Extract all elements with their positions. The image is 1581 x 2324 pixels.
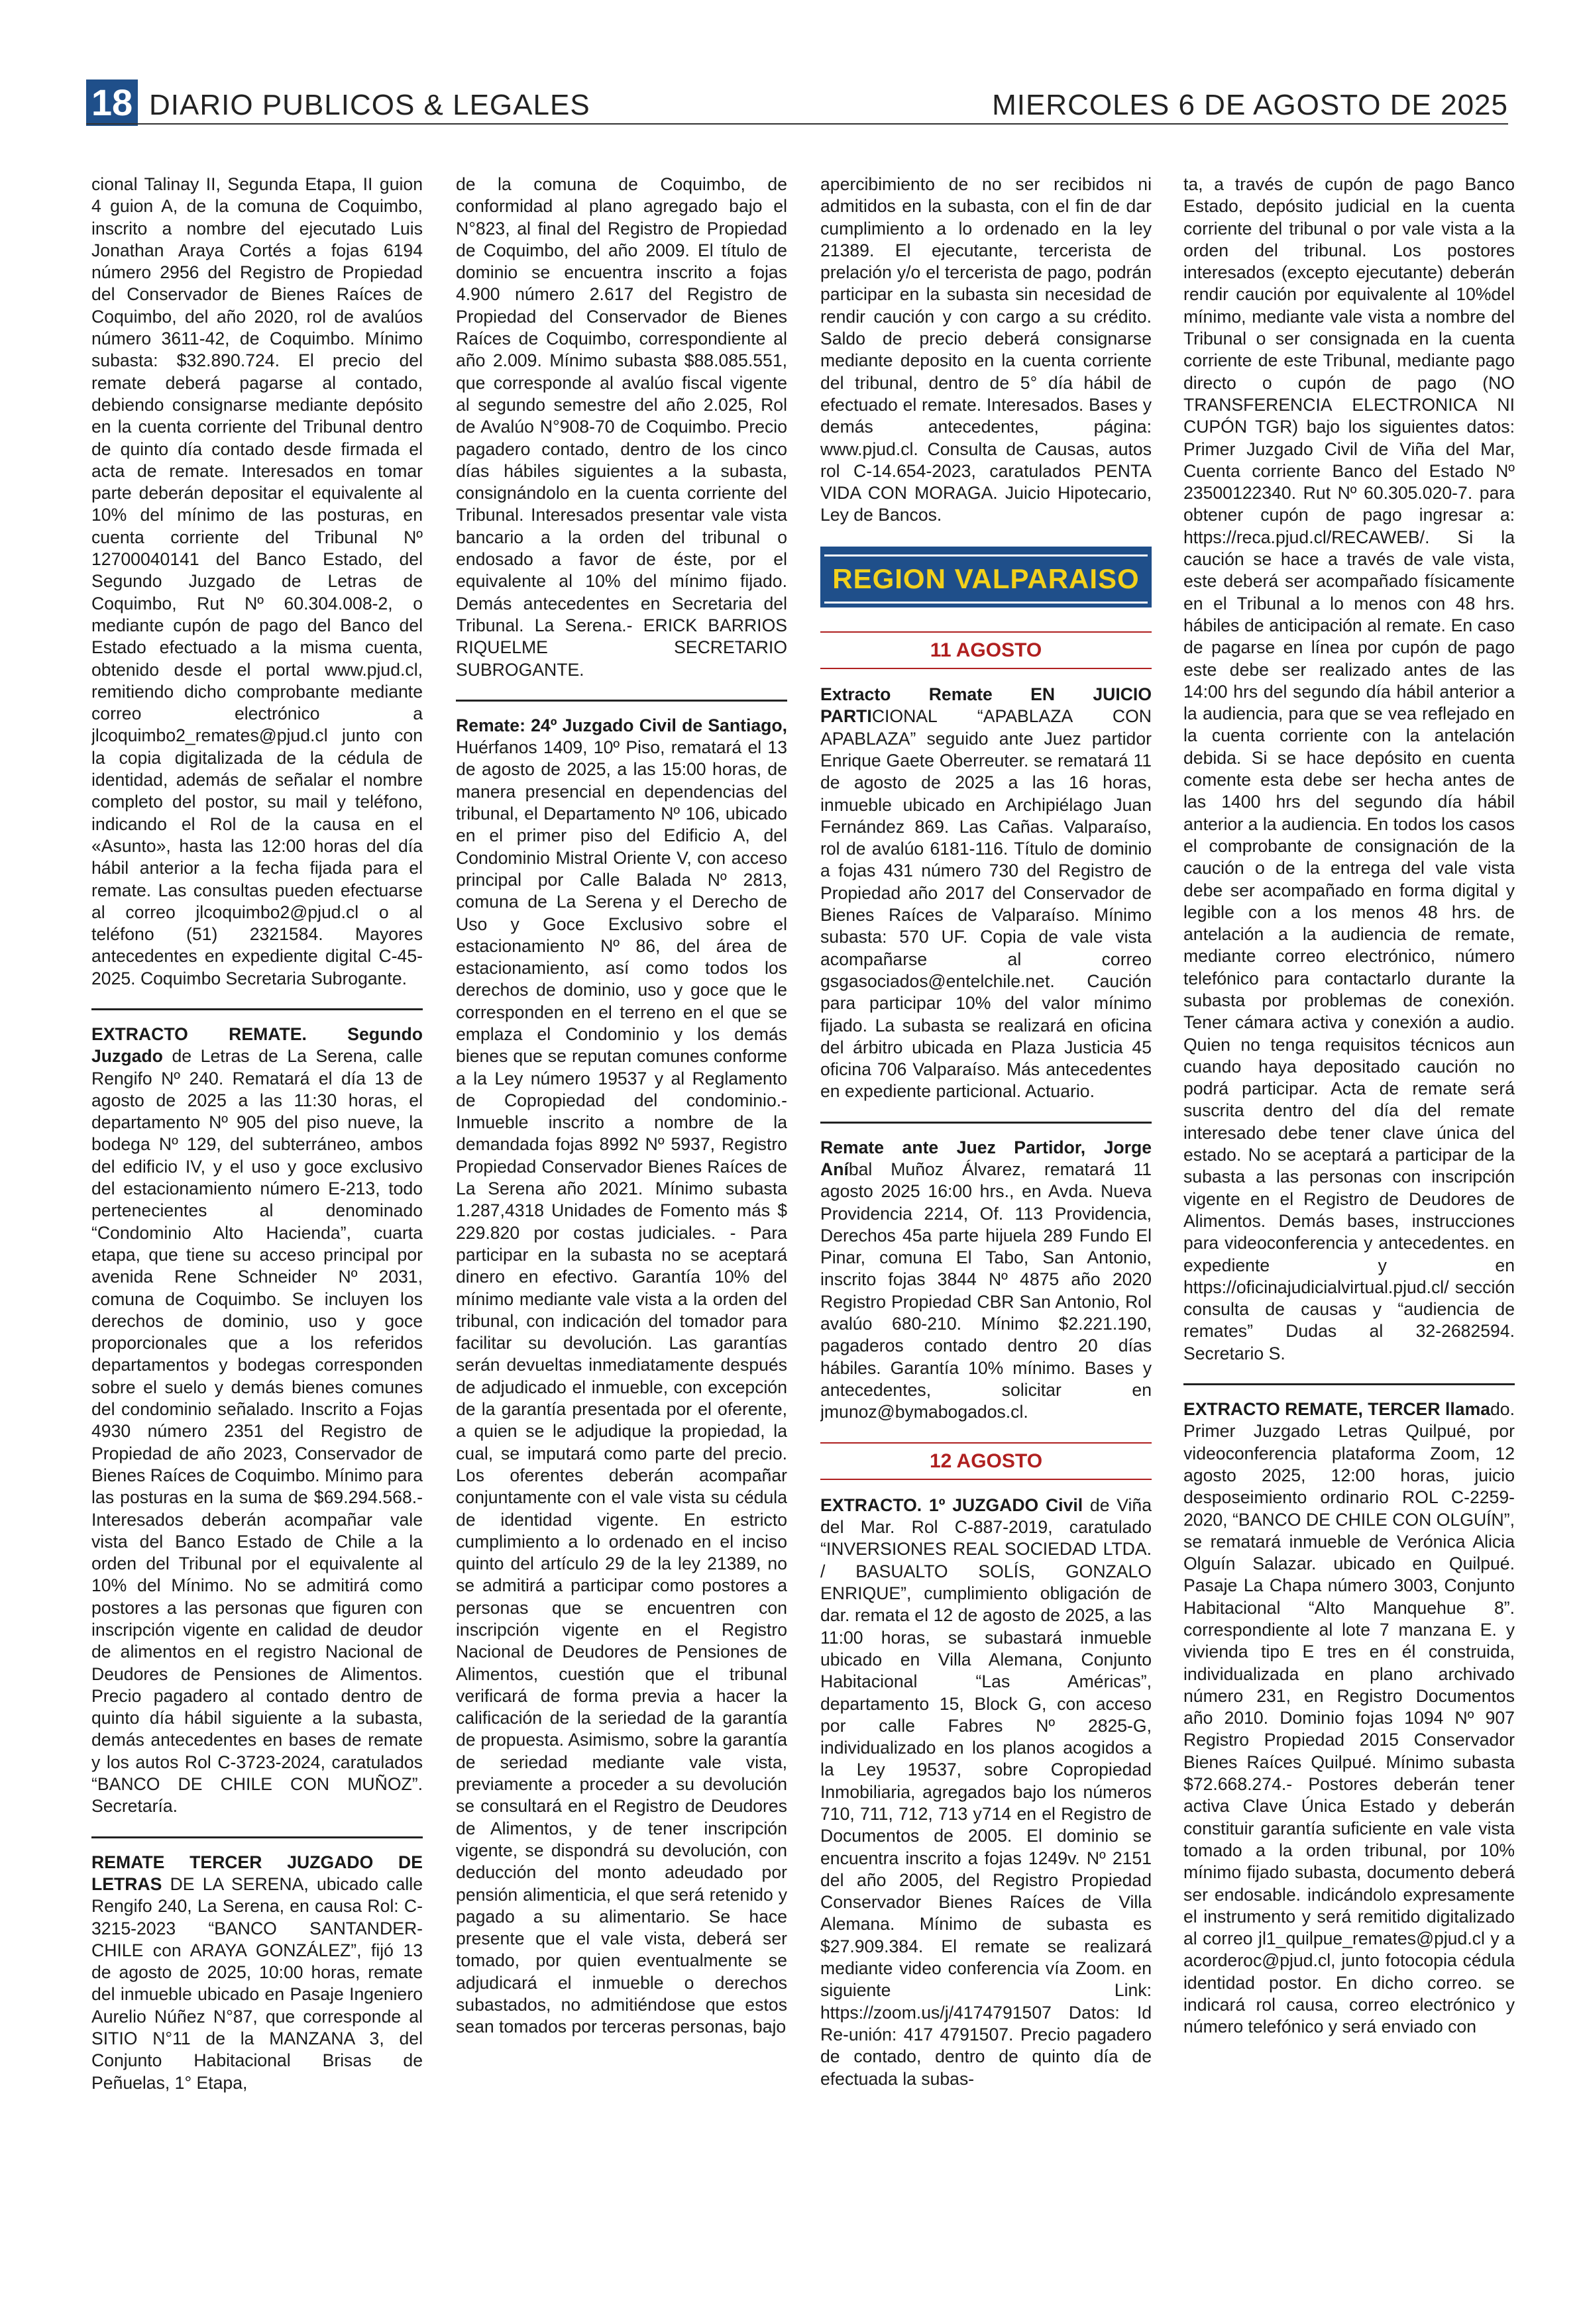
column-3 — [820, 174, 1152, 2294]
notice-separator — [820, 1122, 1152, 1124]
column-4 — [1183, 174, 1515, 2294]
notice-body: de Letras de La Serena, calle Rengifo Nº 240. Rematará el día 13 de agosto de 2025 a las 11:30 horas, el departamento Nº 905 del piso nueve, la bodega Nº 129, del subterráneo, ambos del edificio IV, y el uso y goce exclusivo del estacionamiento número E-213, todo pertenecientes al denominado “Condominio Alto Hacienda”, cuarta etapa, que tiene su acceso principal por avenida Rene Schneider Nº 2031, comuna de Coquimbo. Se incluyen los derechos de dominio, uso y goce proporcionales que a los referidos departamentos y bodegas corresponden sobre el suelo y demás bienes comunes del condominio señalado. Inscrito a Fojas 4930 número 2351 del Registro de Propiedad de año 2023, Conservador de Bienes Raíces de Coquimbo. Mínimo para las posturas en la suma de $69.294.568.- Interesados deberán acompañar vale vista del Banco Estado de Chile a la orden del Tribunal por el equivalente al 10% del Mínimo. No se admitirá como postores a las personas que figuren con inscripción vigente en calidad de deudor de alimentos en el registro Nacional de Deudores de Pensiones de Alimentos. Precio pagadero al contado dentro de quinto día hábil siguiente a la subasta, demás antecedentes en bases de remate y los autos Rol C-3723-2024, caratulados “BANCO DE CHILE CON MUÑOZ”. Secretaría. — [91, 1046, 423, 1817]
notice-separator — [91, 1836, 423, 1838]
page-header — [86, 79, 1508, 126]
notice-body: CIONAL “APABLAZA CON APABLAZA” seguido ante Juez partidor Enrique Gaete Oberreuter. se rematará 11 de agosto de 2025 a las 16 horas, inmueble ubicado en Archipiélago Juan Fernández 869. Las Cañas. Valparaíso, rol de avalúo 6181-116. Título de dominio a fojas 431 número 730 del Registro de Propiedad año 2017 del Conservador de Bienes Raíces de Valparaíso. Mínimo subasta: 570 UF. Copia de vale vista acompañarse al correo gsgasociados@entelchile.net. Caución para participar 10% del valor mínimo fijado. La subasta se realizará en oficina del árbitro ubicada en Plaza Justicia 45 oficina 706 Valparaíso. Más antecedentes en expediente particional. Actuario. — [820, 706, 1152, 1102]
notice-heading: Remate: 24º Juzgado Civil de Santiago, — [456, 715, 787, 735]
notice-body: de Viña del Mar. Rol C-887-2019, caratulado “INVERSIONES REAL SOCIEDAD LTDA. / BASUALTO SOLÍS, GONZALO ENRIQUE”, cumplimiento obligación de dar. remata el 12 de agosto de 2025, a las 11:00 horas, se subastará inmueble ubicado en Villa Alemana, Conjunto Habitacional “Las Américas”, departamento 15, Block G, con acceso por calle Fabres Nº 2825-G, individualizado en los planos acogidos a la Ley 19537, sobre Copropiedad Inmobiliaria, agregados bajo los números 710, 711, 712, 713 y714 en el Registro de Documentos de 2005. El dominio se encuentra inscrito a fojas 1249v. Nº 2151 del año 2005, del Registro Propiedad Conservador Bienes Raíces de Villa Alemana. Mínimo de subasta es $27.909.384. El remate se realizará mediante video conferencia vía Zoom. en siguiente Link: https://zoom.us/j/4174791507 Datos: Id Re-unión: 417 4791507. Precio pagadero de contado, dentro de quinto día de efectuada la subas- — [820, 1495, 1152, 2089]
notice-separator — [456, 700, 787, 702]
column-2 — [456, 174, 787, 2294]
notice-heading: REMATE TERCER JUZGADO DE LETRAS — [91, 1852, 423, 1894]
date-heading: 12 AGOSTO — [820, 1442, 1152, 1480]
notice-body: do. Primer Juzgado Letras Quilpué, por videoconferencia plataforma Zoom, 12 agosto 2025, 12:00 horas, juicio desposeimiento ordinario ROL C-2259-2020, “BANCO DE CHILE CON OLGUÍN”, se rematará inmueble de Verónica Alicia Olguín Salazar. ubicado en Quilpué. Pasaje La Chapa número 3003, Conjunto Habitacional “Alto Manquehue 8”. correspondiente al lote 7 manzana E. y vivienda tipo E tres en él construida, individualizada en plano archivado número 231, en Registro Documentos año 2010. Dominio fojas 1094 Nº 907 Registro Propiedad 2015 Conservador Bienes Raíces Quilpué. Mínimo subasta $72.668.274.- Postores deberán tener activa Clave Única Estado y deberán constituir garantía suficiente en vale vista tomado a la orden tribunal, por 10% mínimo fijado subasta, documento deberá ser endosable. indicándolo expresamente el instrumento y será remitido digitalizado al correo jl1_quilpue_remates@pjud.cl y a acorderoc@pjud.cl, junto fotocopia cédula identidad postor. En dicho correo. se indicará rol causa, correo electrónico y número telefónico y será enviado con — [1183, 1399, 1515, 2037]
notice — [91, 1024, 423, 1818]
notice-separator — [1183, 1383, 1515, 1385]
notice-text: apercibimiento de no ser recibidos ni admitidos en la subasta, con el fin de dar cumplimiento a lo ordenado en la ley 21389. El ejecutante, tercerista de prelación y/o el tercerista de pago, podrán participar en la subasta sin necesidad de rendir caución y con cargo a su crédito. Saldo de precio deberá consignarse mediante deposito en la cuenta corriente del tribunal, dentro de 5° día hábil de efectuado el remate. Interesados. Bases y demás antecedentes, página: www.pjud.cl. Consulta de Causas, autos rol C-14.654-2023, caratulados PENTA VIDA CON MORAGA. Juicio Hipotecario, Ley de Bancos. — [820, 174, 1152, 525]
notice — [820, 684, 1152, 1103]
notice — [456, 715, 787, 2038]
notice — [820, 1137, 1152, 1424]
notice-body: bal Muñoz Álvarez, rematará 11 agosto 2025 16:00 hrs., en Avda. Nueva Providencia 2214, Of. 113 Providencia, Derechos 45a parte hijuela 289 Fundo El Pinar, comuna El Tabo, San Antonio, inscrito fojas 3844 Nº 4875 año 2020 Registro Propiedad CBR San Antonio, Rol avalúo 680-210. Mínimo $2.221.190, pagaderos contado dentro 20 días hábiles. Garantía 10% mínimo. Bases y antecedentes, solicitar en jmunoz@bymabogados.cl. — [820, 1159, 1152, 1422]
publication-title: DIARIO PUBLICOS & LEGALES — [149, 89, 590, 121]
notice-text: ta, a través de cupón de pago Banco Estado, depósito judicial en la cuenta corriente del tribunal o por vale vista a la orden del tribunal. Los postores interesados (excepto ejecutante) deberán rendir caución por equivalente al 10%del mínimo, mediante vale vista a nombre del Tribunal o ser consignada en la cuenta corriente de este Tribunal, mediante pago directo o cupón de pago (NO TRANSFERENCIA ELECTRONICA NI CUPÓN TGR) bajo los siguientes datos: Primer Juzgado Civil de Viña del Mar, Cuenta corriente Banco del Estado Nº 23500122340. Rut Nº 60.305.020-7. para obtener cupón de pago ingresar a: https://reca.pjud.cl/RECAWEB/. Si la caución se hace a través de vale vista, este deberá ser acompañado físicamente en el Tribunal a lo menos con 48 hrs. hábiles de anticipación al remate. En caso de pagarse en línea por cupón de pago este debe ser realizado antes de las 14:00 hrs del segundo día hábil anterior a la audiencia, para que se vea reflejado en la cuenta corriente con la antelación debida. Si se hace depósito en cuenta comente esta debe ser hecha antes de las 1400 hrs del segundo día hábil anterior a la audiencia. En todos los casos el comprobante de consignación de la caución o de la entrega del vale vista debe ser acompañado en forma digital y legible con a los menos 48 hrs. de antelación a la audiencia de remate, mediante correo electrónico, número telefónico para contactarlo durante la subasta por problemas de conexión. Tener cámara activa y conexión a audio. Quien no tenga requisitos técnicos aun cuando haya depositado caución no podrá participar. Acta de remate será suscrita dentro del día del remate interesado debe tener clave única del estado. No se aceptará a participar de la subasta a las personas con inscripción vigente en el Registro de Deudores de Alimentos. Demás bases, instrucciones para videoconferencia y antecedentes. en expediente y en https://oficinajudicialvirtual.pjud.cl/ sección consulta de causas y “audiencia de remates” Dudas al 32-2682594. Secretario S. — [1183, 174, 1515, 1363]
region-title: REGION VALPARAISO — [824, 555, 1148, 604]
notice — [91, 1852, 423, 2094]
notice-heading: EXTRACTO. 1º JUZGADO Civil — [820, 1495, 1083, 1515]
notice-text: de la comuna de Coquimbo, de conformidad al plano agregado bajo el N°823, al final del Registro de Propiedad de Coquimbo, del año 2009. El título de dominio se encuentra inscrito a fojas 4.900 número 2.617 del Registro de Propiedad del Conservador de Bienes Raíces de Coquimbo, correspondiente al año 2.009. Mínimo subasta $88.085.551, que corresponde al avalúo fiscal vigente al segundo semestre del año 2.025, Rol de Avalúo N°908-70 de Coquimbo. Precio pagadero contado, dentro de los cinco días hábiles siguientes a la subasta, consignándolo en la cuenta corriente del Tribunal. Interesados presentar vale vista bancario a la orden del tribunal o endosado a favor de éste, por el equivalente al 10% del mínimo fijado. Demás antecedentes en Secretaria del Tribunal. La Serena.- ERICK BARRIOS RIQUELME SECRETARIO SUBROGANTE. — [456, 174, 787, 680]
notice-text: cional Talinay II, Segunda Etapa, II guion 4 guion A, de la comuna de Coquimbo, inscrito a nombre del ejecutado Luis Jonathan Araya Cortés a fojas 6194 número 2956 del Registro de Propiedad del Conservador de Bienes Raíces de Coquimbo, del año 2020, rol de avalúos número 3611-42, de Coquimbo. Mínimo subasta: $32.890.724. El precio del remate deberá pagarse al contado, debiendo consignarse mediante depósito en la cuenta corriente del Tribunal dentro de quinto día contado desde firmada el acta de remate. Interesados en tomar parte deberán depositar el equivalente al 10% del mínimo de las posturas, en cuenta corriente del Tribunal Nº 12700040141 del Banco Estado, del Segundo Juzgado de Letras de Coquimbo, Rut Nº 60.304.008-2, o mediante cupón de pago del Banco del Estado efectuado a la misma cuenta, obtenido desde el portal www.pjud.cl, remitiendo dicho comprobante mediante correo electrónico a jlcoquimbo2_remates@pjud.cl junto con la copia digitalizada de la cédula de identidad, además de señalar el nombre completo del postor, su mail y teléfono, indicando el Rol de la causa en el «Asunto», hasta las 12:00 horas del día hábil anterior a la fecha fijada para el remate. Las consultas pueden efectuarse al correo jlcoquimbo2@pjud.cl o al teléfono (51) 2321584. Mayores antecedentes en expediente digital C-45-2025. Coquimbo Secretaria Subrogante. — [91, 174, 423, 988]
notice — [820, 1495, 1152, 2090]
notice-heading: Extracto Remate EN JUICIO PARTI — [820, 684, 1152, 727]
notice-heading: EXTRACTO REMATE, TERCER llama — [1183, 1399, 1491, 1420]
notice-body: DE LA SERENA, ubicado calle Rengifo 240, La Serena, en causa Rol: C-3215-2023 “BANCO SANTANDER- CHILE con ARAYA GONZÁLEZ”, fijó 13 de agosto de 2025, 10:00 horas, remate del inmueble ubicado en Pasaje Ingeniero Aurelio Núñez N°87, que corresponde al SITIO N°11 de la MANZANA 3, del Conjunto Habitacional Brisas de Peñuelas, 1° Etapa, — [91, 1874, 423, 2093]
region-banner — [820, 547, 1152, 607]
page-number: 18 — [86, 79, 138, 126]
notice-body: Huérfanos 1409, 10º Piso, rematará el 13 de agosto de 2025, a las 15:00 horas, de manera presencial en dependencias del tribunal, el Departamento Nº 106, ubicado en el primer piso del Edificio A, del Condominio Mistral Oriente V, con acceso principal por Calle Balada Nº 2813, comuna de La Serena y el Derecho de Uso y Goce Exclusivo sobre el estacionamiento Nº 86, del área de estacionamiento, así como todos los derechos de dominio, uso y goce que le corresponden en el terreno en el que se emplaza el Condominio y los demás bienes que se reputan comunes conforme a la Ley número 19537 y al Reglamento de Copropiedad del condominio.- Inmueble inscrito a nombre de la demandada fojas 8992 Nº 5937, Registro Propiedad Conservador Bienes Raíces de La Serena año 2021. Mínimo subasta 1.287,4318 Unidades de Fomento más $ 229.820 por costas judiciales. - Para participar en la subasta no se aceptará dinero en efectivo. Garantía 10% del mínimo mediante vale vista a la orden del tribunal, con indicación del tomador para facilitar su devolución. Las garantías serán devueltas inmediatamente después de adjudicado el inmueble, con excepción de la garantía presentada por el oferente, a quien se le adjudique la propiedad, la cual, se imputará como parte del precio. Los oferentes deberán acompañar conjuntamente con el vale vista su cédula de identidad vigente. En estricto cumplimiento a lo ordenado en el inciso quinto del artículo 29 de la ley 21389, no se admitirá a participar como postores a personas que se encuentren con inscripción vigente en el Registro Nacional de Deudores de Pensiones de Alimentos, cuestión que el tribunal verificará de forma previa a hacer la calificación de la seriedad de la garantía de propuesta. Asimismo, sobre la garantía de seriedad mediante vale vista, previamente a proceder a su devolución se consultará en el Registro de Deudores de Alimentos, y de tener inscripción vigente, se dispondrá su devolución, con deducción del monto adeudado por pensión alimenticia, el que será retenido y pagado a su alimentario. Se hace presente que el vale vista, deberá ser tomado, por quien eventualmente se adjudicará el inmueble o derechos subastados, no admitiéndose que estos sean tomados por terceras personas, bajo — [456, 737, 787, 2037]
notice-separator — [91, 1008, 423, 1010]
header-rule — [86, 123, 1508, 125]
column-1 — [91, 174, 423, 2294]
notice-heading: Remate ante Juez Partidor, Jorge Aní — [820, 1137, 1152, 1179]
date-heading: 11 AGOSTO — [820, 631, 1152, 669]
notice — [1183, 1399, 1515, 2038]
publication-date: MIERCOLES 6 DE AGOSTO DE 2025 — [992, 89, 1508, 121]
notice-heading: EXTRACTO REMATE. Segundo Juzgado — [91, 1024, 423, 1067]
